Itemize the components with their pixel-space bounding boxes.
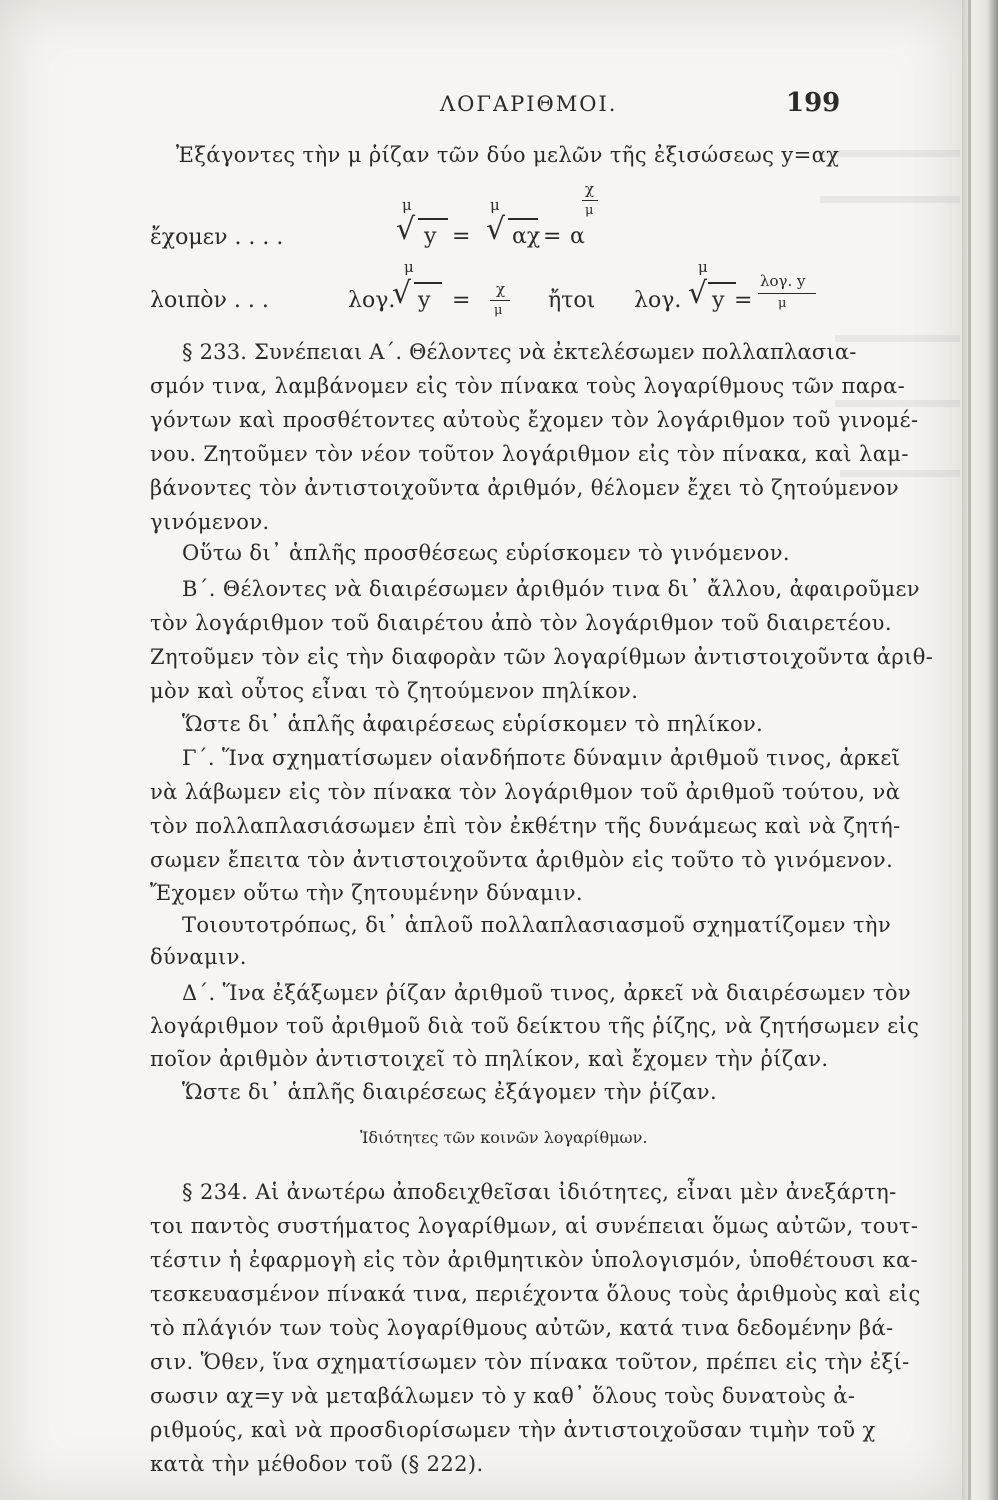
text-line: Δ΄. Ἵνα ἐξάξωμεν ῥίζαν ἀριθμοῦ τινος, ἀρκεῖ νὰ διαιρέσωμεν τὸν bbox=[182, 981, 912, 1005]
text-line: § 234. Αἱ ἀνωτέρω ἀποδειχθεῖσαι ἰδιότητες, εἶναι μὲν ἀνεξάρτη- bbox=[182, 1180, 897, 1204]
eq1-result-base: α bbox=[570, 224, 585, 249]
eq1-equals: = bbox=[452, 224, 471, 249]
radical-bar bbox=[708, 282, 736, 284]
text-line: § 233. Συνέπειαι Α΄. Θέλοντες νὰ ἐκτελέσωμεν πολλαπλασια- bbox=[182, 340, 857, 364]
eq1-root-index-2: μ bbox=[490, 196, 500, 214]
text-line: νου. Ζητοῦμεν τὸν νέον τοῦτον λογάριθμον εἰς τὸν πίνακα, καὶ λαμ- bbox=[150, 442, 909, 466]
text-line: Ὥστε δι᾽ ἁπλῆς ἀφαιρέσεως εὑρίσκομεν τὸ πηλίκον. bbox=[182, 712, 764, 736]
radical-sign-icon: √ bbox=[396, 212, 416, 247]
text-line: Β΄. Θέλοντες νὰ διαιρέσωμεν ἀριθμόν τινα δι᾽ ἄλλου, ἀφαιροῦμεν bbox=[182, 577, 920, 601]
eq2-connector: ἤτοι bbox=[548, 288, 596, 313]
eq2-log: λογ. bbox=[348, 288, 396, 313]
text-line: μὸν καὶ οὗτος εἶναι τὸ ζητούμενον πηλίκον. bbox=[150, 679, 639, 703]
text-line: τοι παντὸς συστήματος λογαρίθμων, αἱ συνέπειαι ὅμως αὐτῶν, τουτ- bbox=[150, 1214, 919, 1238]
section-subheading: Ἰδιότητες τῶν κοινῶν λογαρίθμων. bbox=[360, 1128, 648, 1147]
eq1-root-index: μ bbox=[402, 196, 412, 214]
text-line: ποῖον ἀριθμὸν ἀντιστοιχεῖ τὸ πηλίκον, καὶ ἔχομεν τὴν ῥίζαν. bbox=[150, 1047, 829, 1071]
eq2-root-index: μ bbox=[404, 258, 414, 276]
eq1-exp-num: χ bbox=[585, 180, 595, 198]
text-line: Οὕτω δι᾽ ἁπλῆς προσθέσεως εὑρίσκομεν τὸ γινόμενον. bbox=[182, 541, 790, 565]
text-line: σωσιν αχ=y νὰ μεταβάλωμεν τὸ y καθ᾽ ὅλους τοὺς δυνατοὺς ἀ- bbox=[150, 1384, 856, 1408]
eq2-label: λοιπὸν . . . bbox=[150, 288, 269, 313]
text-line: Τοιουτοτρόπως, δι᾽ ἁπλοῦ πολλαπλασιασμοῦ σχηματίζομεν τὴν bbox=[182, 913, 892, 937]
eq2-log-2: λογ. bbox=[634, 288, 682, 313]
eq1-exp-den: μ bbox=[585, 203, 594, 218]
text-line: σωμεν ἔπειτα τὸν ἀντιστοιχοῦντα ἀριθμὸν εἰς τοῦτο τὸ γινόμενον. bbox=[150, 848, 894, 872]
radical-bar bbox=[418, 218, 448, 220]
text-line: σιν. Ὅθεν, ἵνα σχηματίσωμεν τὸν πίνακα τοῦτον, πρέπει εἰς τὴν ἐξί- bbox=[150, 1350, 910, 1374]
eq2-var: y bbox=[418, 288, 431, 313]
page-number: 199 bbox=[786, 88, 841, 118]
bleed-through bbox=[835, 400, 960, 407]
text-line: Γ΄. Ἵνα σχηματίσωμεν οἱανδήποτε δύναμιν ἀριθμοῦ τινος, ἀρκεῖ bbox=[182, 746, 901, 770]
eq2-frac-bar bbox=[490, 300, 510, 301]
text-line: κατὰ τὴν μέθοδον τοῦ (§ 222). bbox=[150, 1452, 484, 1476]
radical-bar bbox=[508, 218, 538, 220]
text-line: δύναμιν. bbox=[150, 945, 247, 969]
eq2-frac2-num: λογ. y bbox=[760, 272, 806, 290]
text-line: Ὥστε δι᾽ ἁπλῆς διαιρέσεως ἐξάγομεν τὴν ῥίζαν. bbox=[182, 1080, 718, 1104]
eq1-rhs-base: αχ bbox=[512, 224, 541, 249]
eq1-label: ἔχομεν . . . . bbox=[150, 225, 284, 250]
text-line: τὸν πολλαπλασιάσωμεν ἐπὶ τὸν ἐκθέτην τῆς δυνάμεως καὶ νὰ ζητή- bbox=[150, 814, 901, 838]
text-line: τὸ πλάγιόν των τοὺς λογαρίθμους αὐτῶν, κατά τινα δεδομένην βά- bbox=[150, 1316, 894, 1340]
bleed-through bbox=[820, 150, 960, 157]
text-line: γινόμενον. bbox=[150, 510, 270, 534]
eq1-equals-2: = bbox=[543, 224, 562, 249]
text-line: Ζητοῦμεν τὸν εἰς τὴν διαφορὰν τῶν λογαρίθμων ἀντιστοιχοῦντα ἀριθ- bbox=[150, 645, 934, 669]
eq1-exp-bar bbox=[582, 200, 598, 201]
eq2-equals-2: = bbox=[734, 288, 753, 313]
radical-bar bbox=[414, 282, 442, 284]
eq2-frac2-bar bbox=[758, 293, 816, 294]
text-line: τεσκευασμένον πίνακά τινα, περιέχοντα ὅλους τοὺς ἀριθμοὺς καὶ εἰς bbox=[150, 1282, 921, 1306]
radical-sign-icon: √ bbox=[486, 212, 506, 247]
text-line: ριθμούς, καὶ νὰ προσδιορίσωμεν τὴν ἀντιστοιχοῦσαν τιμὴν τοῦ χ bbox=[150, 1418, 876, 1442]
eq2-frac-den: μ bbox=[494, 303, 503, 318]
text-line: Ἔχομεν οὕτω τὴν ζητουμένην δύναμιν. bbox=[150, 881, 583, 905]
text-line: γόντων καὶ προσθέτοντες αὐτοὺς ἔχομεν τὸν λογάριθμον τοῦ γινομέ- bbox=[150, 408, 919, 432]
eq2-var-2: y bbox=[712, 288, 725, 313]
text-line: βάνοντες τὸν ἀντιστοιχοῦντα ἀριθμόν, θέλομεν ἔχει τὸ ζητούμενον bbox=[150, 476, 900, 500]
page-edge-gap bbox=[968, 0, 971, 1500]
radical-sign-icon: √ bbox=[392, 276, 412, 311]
text-line: σμόν τινα, λαμβάνομεν εἰς τὸν πίνακα τοὺς λογαρίθμους τῶν παρα- bbox=[150, 374, 906, 398]
eq2-root-index-2: μ bbox=[698, 258, 708, 276]
eq1-lhs: y bbox=[424, 224, 437, 249]
bleed-through bbox=[820, 196, 960, 203]
text-line: τὸν λογάριθμον τοῦ διαιρέτου ἀπὸ τὸν λογάριθμον τοῦ διαιρετέου. bbox=[150, 611, 892, 635]
radical-sign-icon: √ bbox=[688, 276, 708, 311]
eq2-frac-num: χ bbox=[496, 280, 506, 298]
text-line: τέστιν ἡ ἐφαρμογὴ εἰς τὸν ἀριθμητικὸν ὑπολογισμόν, ὑποθέτουσι κα- bbox=[150, 1248, 919, 1272]
eq2-equals: = bbox=[452, 288, 471, 313]
text-line: λογάριθμον τοῦ ἀριθμοῦ διὰ τοῦ δείκτου τῆς ῥίζης, νὰ ζητήσωμεν εἰς bbox=[150, 1014, 920, 1038]
eq2-frac2-den: μ bbox=[778, 296, 787, 311]
running-header: ΛΟΓΑΡΙΘΜΟΙ. bbox=[440, 92, 618, 116]
text-line: νὰ λάβωμεν εἰς τὸν πίνακα τὸν λογάριθμον τοῦ ἀριθμοῦ τούτου, νὰ bbox=[150, 780, 901, 804]
intro-line: Ἐξάγοντες τὴν μ ῥίζαν τῶν δύο μελῶν τῆς ἐξισώσεως y=αχ bbox=[176, 143, 840, 167]
